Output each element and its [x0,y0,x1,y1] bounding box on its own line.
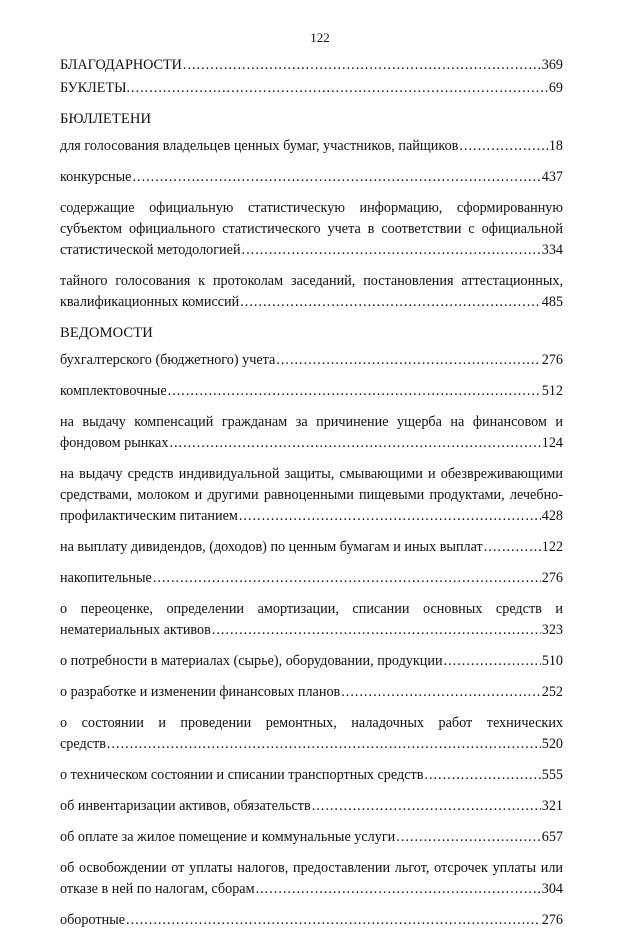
index-entry-text: на выплату дивидендов, (доходов) по ценным бумагам и иных выплат [60,539,483,555]
index-heading [60,109,563,130]
index-entry [60,136,563,157]
index-entry-last-line [60,292,563,313]
index-entry-page: 69 [548,80,563,96]
index-entry-last-line [60,167,563,188]
index-entry-last-line [60,136,563,157]
index-entry-line: средствами, молоком и другими равноценными пищевыми продуктами, лечебно- [60,487,563,503]
index-entry-text: БЛАГОДАРНОСТИ [60,57,182,73]
index-heading-text: ВЕДОМОСТИ [60,325,153,341]
index-entry-text: для голосования владельцев ценных бумаг, участников, пайщиков [60,138,459,154]
index-entry [60,55,563,76]
index-entry-last-line [60,910,563,931]
dot-leader [183,55,541,76]
index-entry-text: об инвентаризации активов, обязательств [60,798,311,814]
index-entry-page: 428 [541,508,563,524]
index-entry-line: на выдачу компенсаций гражданам за причинение ущерба на финансовом и [60,414,563,430]
index-heading [60,323,563,344]
index-entry [60,464,563,527]
index-entry-last-line [60,433,563,454]
dot-leader [242,240,541,261]
index-entry-line: о состоянии и проведении ремонтных, наладочных работ технических [60,715,563,731]
index-entry-page: 18 [548,138,563,154]
index-entry-page: 510 [541,653,563,669]
index-entry-page: 276 [541,570,563,586]
index-entry-page: 124 [541,435,563,451]
dot-leader [131,78,548,99]
index-entry-text: об оплате за жилое помещение и коммунальные услуги [60,829,396,845]
index-entry-text: нематериальных активов [60,622,211,638]
index-entry [60,381,563,402]
index-entry [60,412,563,454]
page-number: 122 [310,30,330,45]
index-entry-last-line [60,78,563,99]
index-entry [60,858,563,900]
index-entry-line: субъектом официального статистического учета в соответствии с официальной [60,221,563,237]
dot-leader [169,433,540,454]
index-entry-text: БУКЛЕТЫ. [60,80,131,96]
index-entry-text: оборотные [60,912,126,928]
index-entry-page: 555 [541,767,563,783]
index-entry-text: о техническом состоянии и списании транспортных средств [60,767,424,783]
dot-leader [484,537,541,558]
dot-leader [459,136,547,157]
index-entry-page: 323 [541,622,563,638]
dot-leader [341,682,540,703]
index-entry-last-line [60,651,563,672]
dot-leader [239,506,541,527]
index-entry-text: о разработке и изменении финансовых планов [60,684,341,700]
index-entry [60,198,563,261]
index-entry-page: 304 [541,881,563,897]
dot-leader [312,796,541,817]
index-entry-last-line [60,734,563,755]
index-entry-last-line [60,765,563,786]
index-entry-last-line [60,240,563,261]
index-entry-last-line [60,506,563,527]
index-entry-text: о потребности в материалах (сырье), оборудовании, продукции [60,653,443,669]
index-entry [60,537,563,558]
index-entry-page: 520 [541,736,563,752]
index-entry-line: о переоценке, определении амортизации, списании основных средств и [60,601,563,617]
index-entry-page: 276 [541,352,563,368]
index-entry-text: квалификационных комиссий [60,294,240,310]
dot-leader [168,381,541,402]
index-entry-last-line [60,537,563,558]
index-heading-text: БЮЛЛЕТЕНИ [60,111,152,127]
index-entry [60,765,563,786]
index-entry-text: накопительные [60,570,152,586]
index-entry-text: статистической методологией [60,242,241,258]
index-entry-last-line [60,796,563,817]
index-entry-line: содержащие официальную статистическую информацию, сформированную [60,200,563,216]
index-entry-text: средств [60,736,106,752]
index-entry [60,796,563,817]
index-entry-last-line [60,55,563,76]
dot-leader [107,734,541,755]
index-entry [60,682,563,703]
index-entry-last-line [60,381,563,402]
index-entry-page: 334 [541,242,563,258]
index-entry-page: 485 [541,294,563,310]
dot-leader [396,827,540,848]
index-entry-last-line [60,620,563,641]
index-entry-page: 369 [541,57,563,73]
index-entry [60,350,563,371]
index-entry-text: профилактическим питанием [60,508,238,524]
dot-leader [153,568,541,589]
dot-leader [444,651,541,672]
index-entry-line: тайного голосования к протоколам заседаний, постановления аттестационных, [60,273,563,289]
dot-leader [132,167,540,188]
index-entry [60,599,563,641]
index-entry-page: 122 [541,539,563,555]
dot-leader [212,620,541,641]
index-entry-text: бухгалтерского (бюджетного) учета [60,352,276,368]
index-entry-text: отказе в ней по налогам, сборам [60,881,255,897]
index-entry [60,271,563,313]
index-entry [60,827,563,848]
index-entry-page: 512 [541,383,563,399]
index-list [60,55,563,941]
index-entry [60,78,563,99]
index-entry-line: об освобождении от уплаты налогов, предоставлении льгот, отсрочек уплаты или [60,860,563,876]
index-entry-last-line [60,879,563,900]
index-entry-page: 321 [541,798,563,814]
index-entry [60,910,563,931]
index-entry-page: 276 [541,912,563,928]
index-entry [60,651,563,672]
index-entry-page: 437 [541,169,563,185]
index-entry-last-line [60,350,563,371]
index-entry-last-line [60,827,563,848]
index-entry [60,167,563,188]
index-entry-page: 657 [541,829,563,845]
index-entry [60,713,563,755]
index-entry-page: 252 [541,684,563,700]
index-entry-text: конкурсные [60,169,132,185]
index-entry-line: на выдачу средств индивидуальной защиты, смывающими и обезвреживающими [60,466,563,482]
dot-leader [424,765,540,786]
index-entry-text: комплектовочные [60,383,167,399]
dot-leader [256,879,541,900]
dot-leader [276,350,540,371]
dot-leader [126,910,541,931]
index-entry [60,568,563,589]
index-entry-text: фондовом рынках [60,435,169,451]
index-entry-last-line [60,568,563,589]
dot-leader [240,292,540,313]
index-entry-last-line [60,682,563,703]
